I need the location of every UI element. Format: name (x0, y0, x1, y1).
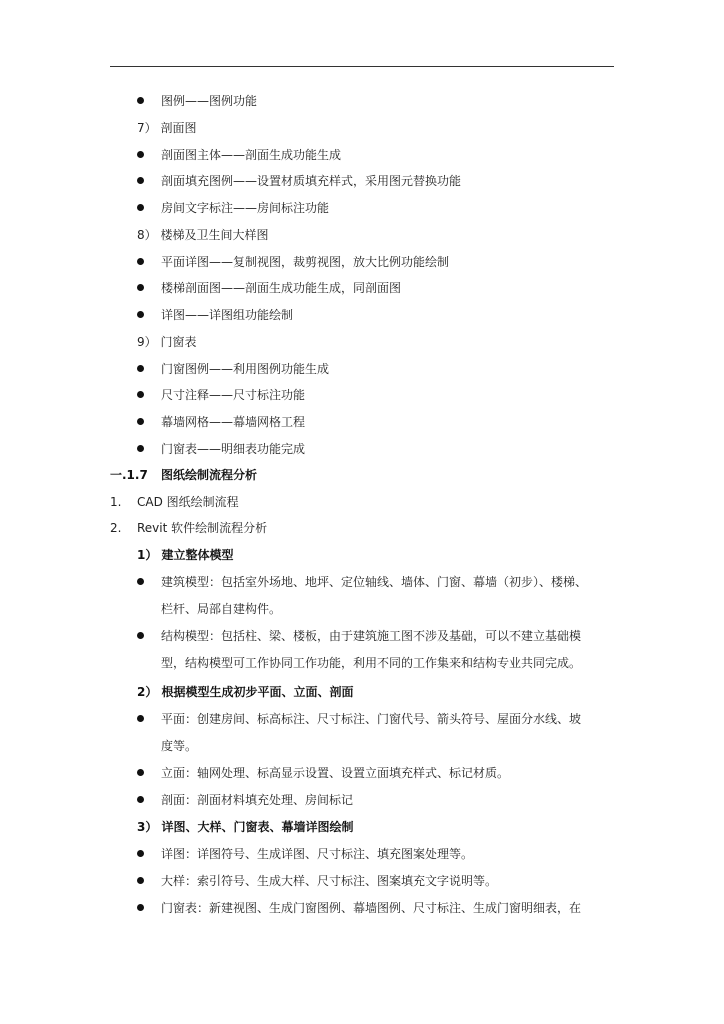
bullet-icon (137, 445, 144, 452)
step-heading: 1） 建立整体模型 (137, 548, 234, 562)
bullet-icon (137, 151, 144, 158)
list-item: 建筑模型：包括室外场地、地坪、定位轴线、墙体、门窗、幕墙（初步）、楼梯、 (161, 575, 588, 589)
bullet-icon (137, 311, 144, 318)
bullet-icon (137, 850, 144, 857)
list-item-continuation: 型，结构模型可工作协同工作功能，利用不同的工作集来和结构专业共同完成。 (161, 656, 582, 670)
bullet-icon (137, 177, 144, 184)
list-item: 图例——图例功能 (161, 94, 258, 108)
step-heading: 2） 根据模型生成初步平面、立面、剖面 (137, 685, 354, 699)
numbered-item: Revit 软件绘制流程分析 (137, 521, 268, 535)
bullet-icon (137, 97, 144, 104)
list-item: 立面：轴网处理、标高显示设置、设置立面填充样式、标记材质。 (161, 766, 510, 780)
section-heading: 图纸绘制流程分析 (161, 468, 258, 482)
bullet-icon (137, 365, 144, 372)
bullet-icon (137, 391, 144, 398)
list-item: 剖面填充图例——设置材质填充样式，采用图元替换功能 (161, 174, 462, 188)
bullet-icon (137, 632, 144, 639)
list-item: 尺寸注释——尺寸标注功能 (161, 388, 306, 402)
list-item: 结构模型：包括柱、梁、楼板，由于建筑施工图不涉及基础，可以不建立基础模 (161, 629, 582, 643)
list-item: 楼梯剖面图——剖面生成功能生成，同剖面图 (161, 281, 402, 295)
bullet-icon (137, 284, 144, 291)
sub-heading: 9） 门窗表 (137, 335, 197, 349)
list-item: 门窗图例——利用图例功能生成 (161, 362, 330, 376)
list-item: 详图：详图符号、生成详图、尺寸标注、填充图案处理等。 (161, 847, 474, 861)
bullet-icon (137, 715, 144, 722)
bullet-icon (137, 204, 144, 211)
list-item: 平面：创建房间、标高标注、尺寸标注、门窗代号、箭头符号、屋面分水线、坡 (161, 712, 582, 726)
bullet-icon (137, 418, 144, 425)
bullet-icon (137, 904, 144, 911)
list-item: 门窗表——明细表功能完成 (161, 442, 306, 456)
numbered-item: CAD 图纸绘制流程 (137, 495, 239, 509)
sub-heading: 8） 楼梯及卫生间大样图 (137, 228, 269, 242)
list-item: 大样：索引符号、生成大样、尺寸标注、图案填充文字说明等。 (161, 874, 498, 888)
header-rule (110, 66, 614, 67)
list-item: 剖面图主体——剖面生成功能生成 (161, 148, 342, 162)
list-item: 房间文字标注——房间标注功能 (161, 201, 330, 215)
bullet-icon (137, 877, 144, 884)
list-item: 幕墙网格——幕墙网格工程 (161, 415, 306, 429)
bullet-icon (137, 578, 144, 585)
list-item: 平面详图——复制视图，裁剪视图，放大比例功能绘制 (161, 255, 450, 269)
step-heading: 3） 详图、大样、门窗表、幕墙详图绘制 (137, 820, 354, 834)
sub-heading: 7） 剖面图 (137, 121, 197, 135)
list-item-continuation: 栏杆、局部自建构件。 (161, 602, 282, 616)
bullet-icon (137, 769, 144, 776)
list-number: 2. (110, 521, 122, 535)
list-item: 剖面：剖面材料填充处理、房间标记 (161, 793, 354, 807)
list-item: 详图——详图组功能绘制 (161, 308, 294, 322)
section-number: 一.1.7 (110, 468, 148, 482)
bullet-icon (137, 258, 144, 265)
list-item: 门窗表：新建视图、生成门窗图例、幕墙图例、尺寸标注、生成门窗明细表，在 (161, 901, 582, 915)
list-item-continuation: 度等。 (161, 739, 198, 753)
bullet-icon (137, 796, 144, 803)
list-number: 1. (110, 495, 122, 509)
